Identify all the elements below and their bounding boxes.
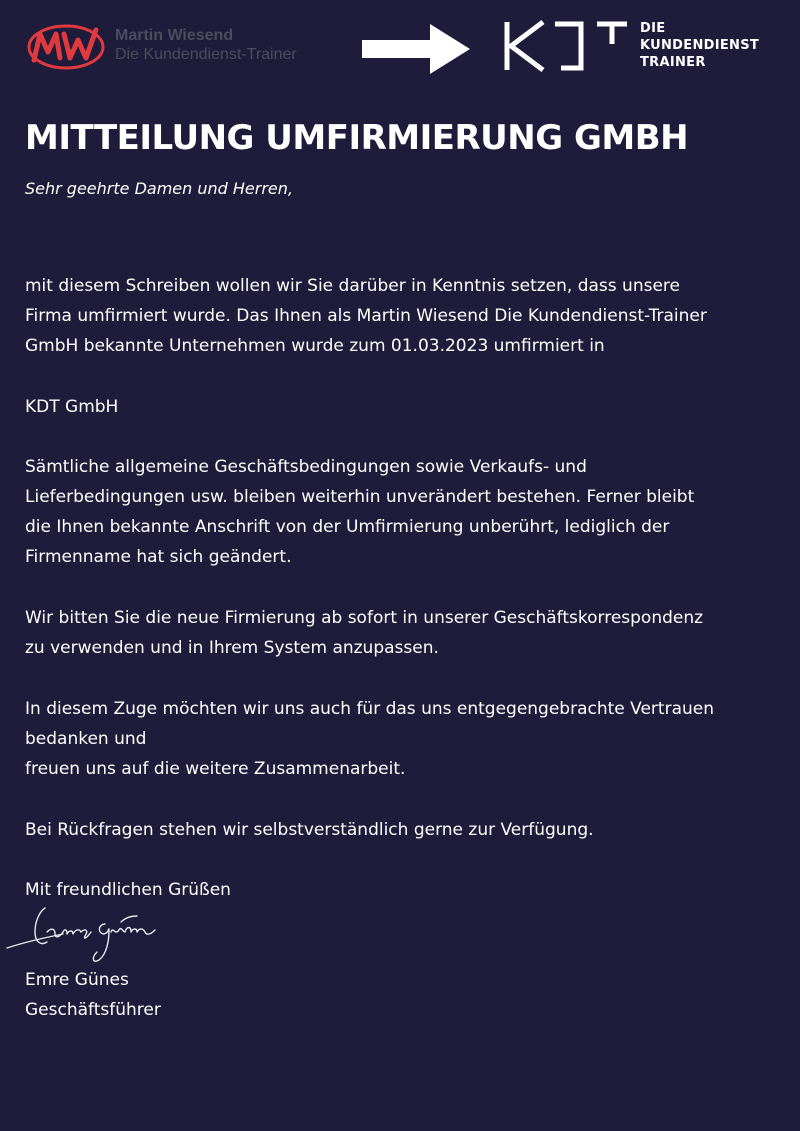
paragraph-line: zu verwenden und in Ihrem System anzupassen.: [25, 638, 439, 658]
old-company-name: [115, 26, 297, 65]
signatory: [25, 965, 770, 1025]
paragraph-line: freuen uns auf die weitere Zusammenarbeit.: [25, 759, 406, 779]
paragraph-line: Lieferbedingungen usw. bleiben weiterhin unverändert bestehen. Ferner bleibt: [25, 487, 695, 507]
paragraph-request: [25, 603, 770, 663]
paragraph-line: Sämtliche allgemeine Geschäftsbedingungen sowie Verkaufs- und: [25, 457, 587, 477]
closing-line: Mit freundlichen Grüßen: [25, 880, 231, 900]
paragraph-line: In diesem Zuge möchten wir uns auch für das uns entgegengebrachte Vertrauen: [25, 699, 714, 719]
paragraph-line: Firmenname hat sich geändert.: [25, 547, 292, 567]
old-company-subtitle: Die Kundendienst-Trainer: [115, 46, 297, 63]
closing: [25, 875, 770, 905]
paragraph-line: Firma umfirmiert wurde. Das Ihnen als Martin Wiesend Die Kundendienst-Trainer: [25, 306, 707, 326]
new-company-line-2: KUNDENDIENST: [640, 38, 760, 53]
signatory-name: Emre Günes: [25, 970, 129, 990]
letterhead: [0, 0, 800, 90]
handwritten-signature: [5, 902, 160, 968]
signatory-role: Geschäftsführer: [25, 1000, 161, 1020]
paragraph-line: KDT GmbH: [25, 397, 119, 417]
new-company-line-1: DIE: [640, 21, 666, 36]
new-company-line-3: TRAINER: [640, 55, 706, 70]
paragraph-contact: [25, 815, 770, 845]
new-company-wordmark: [640, 20, 759, 71]
paragraph-line: Wir bitten Sie die neue Firmierung ab sofort in unserer Geschäftskorrespondenz: [25, 608, 704, 628]
paragraph-line: GmbH bekannte Unternehmen wurde zum 01.03.2023 umfirmiert in: [25, 336, 605, 356]
paragraph-line: bedanken und: [25, 729, 147, 749]
kdt-logo-icon: [503, 20, 628, 72]
page-title: MITTEILUNG UMFIRMIERUNG GMBH: [25, 118, 689, 158]
new-company-name: [25, 392, 770, 422]
paragraph-terms: [25, 452, 770, 572]
old-company-title: Martin Wiesend: [115, 27, 234, 44]
paragraph-line: Bei Rückfragen stehen wir selbstverständlich gerne zur Verfügung.: [25, 820, 594, 840]
paragraph-line: die Ihnen bekannte Anschrift von der Umfirmierung unberührt, lediglich der: [25, 517, 670, 537]
paragraph-thanks: [25, 694, 770, 784]
martin-wiesend-logo-icon: [26, 20, 108, 72]
paragraph-intro: [25, 271, 770, 361]
paragraph-line: mit diesem Schreiben wollen wir Sie darüber in Kenntnis setzen, dass unsere: [25, 276, 680, 296]
right-arrow-icon: [362, 24, 470, 74]
salutation: Sehr geehrte Damen und Herren,: [25, 179, 293, 198]
